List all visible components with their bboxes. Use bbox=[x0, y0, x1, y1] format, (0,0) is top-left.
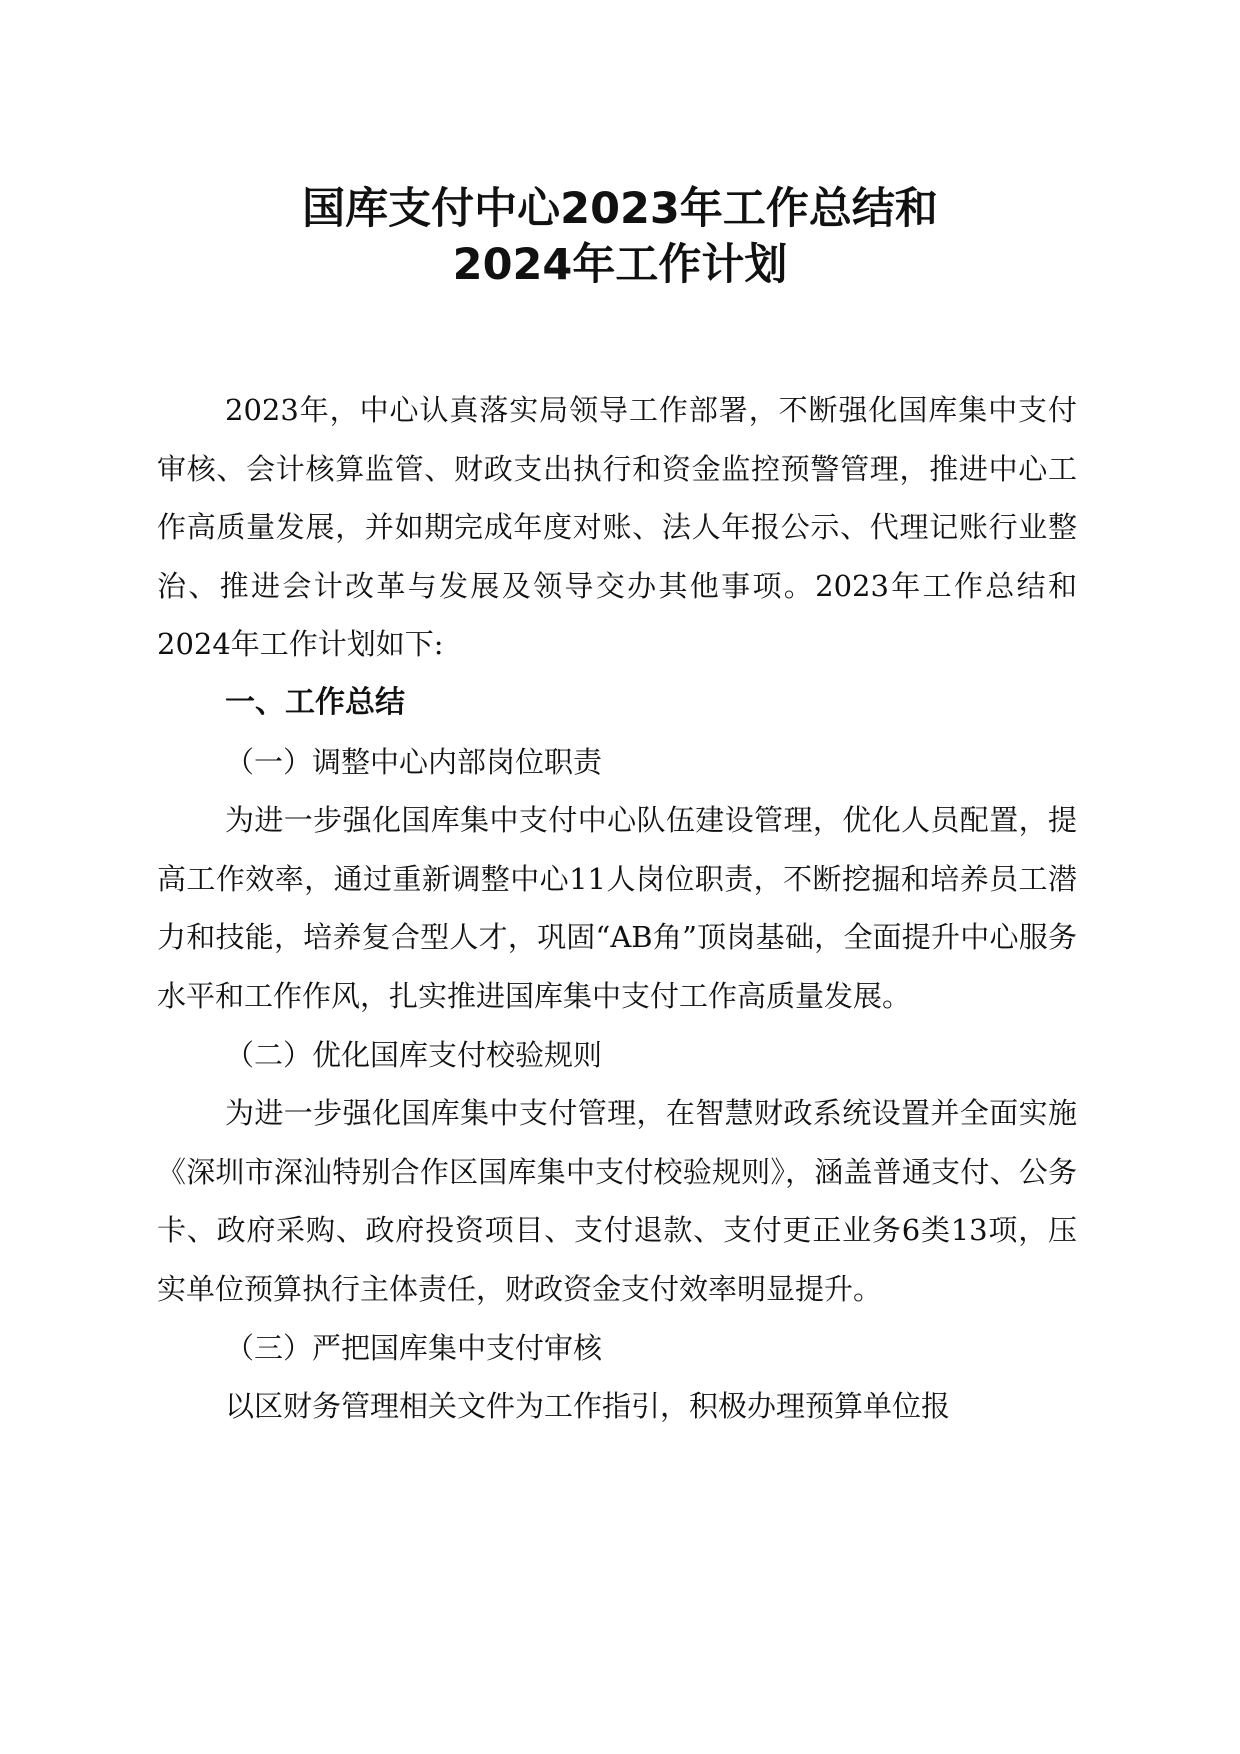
document-title-line-1: 国库支付中心2023年工作总结和 bbox=[302, 184, 938, 234]
subsection-heading-3: （三）严把国库集中支付审核 bbox=[225, 1330, 603, 1365]
subsection-heading-1: （一）调整中心内部岗位职责 bbox=[225, 744, 603, 779]
subsection-paragraph-2: 为进一步强化国库集中支付管理，在智慧财政系统设置并全面实施《深圳市深汕特别合作区国库集中支付校验规则》，涵盖普通支付、公务卡、政府采购、政府投资项目、支付退款、支付更正业务6类13项，压实单位预算执行主体责任，财政资金支付效率明显提升。 bbox=[157, 1096, 1077, 1306]
document-body bbox=[157, 381, 1077, 1436]
intro-paragraph: 2023年，中心认真落实局领导工作部署，不断强化国库集中支付审核、会计核算监管、财政支出执行和资金监控预警管理，推进中心工作高质量发展，并如期完成年度对账、法人年报公示、代理记账行业整治、推进会计改革与发展及领导交办其他事项。2023年工作总结和2024年工作计划如下: bbox=[157, 393, 1077, 662]
subsection-paragraph-3: 以区财务管理相关文件为工作指引，积极办理预算单位报 bbox=[225, 1389, 951, 1424]
subsection-paragraph-1: 为进一步强化国库集中支付中心队伍建设管理，优化人员配置，提高工作效率，通过重新调整中心11人岗位职责，不断挖掘和培养员工潜力和技能，培养复合型人才，巩固“AB角”顶岗基础，全面提升中心服务水平和工作作风，扎实推进国库集中支付工作高质量发展。 bbox=[157, 803, 1077, 1013]
section-heading-summary: 一、工作总结 bbox=[225, 684, 405, 720]
document-title-line-2: 2024年工作计划 bbox=[452, 240, 788, 290]
subsection-heading-2: （二）优化国库支付校验规则 bbox=[225, 1037, 603, 1072]
